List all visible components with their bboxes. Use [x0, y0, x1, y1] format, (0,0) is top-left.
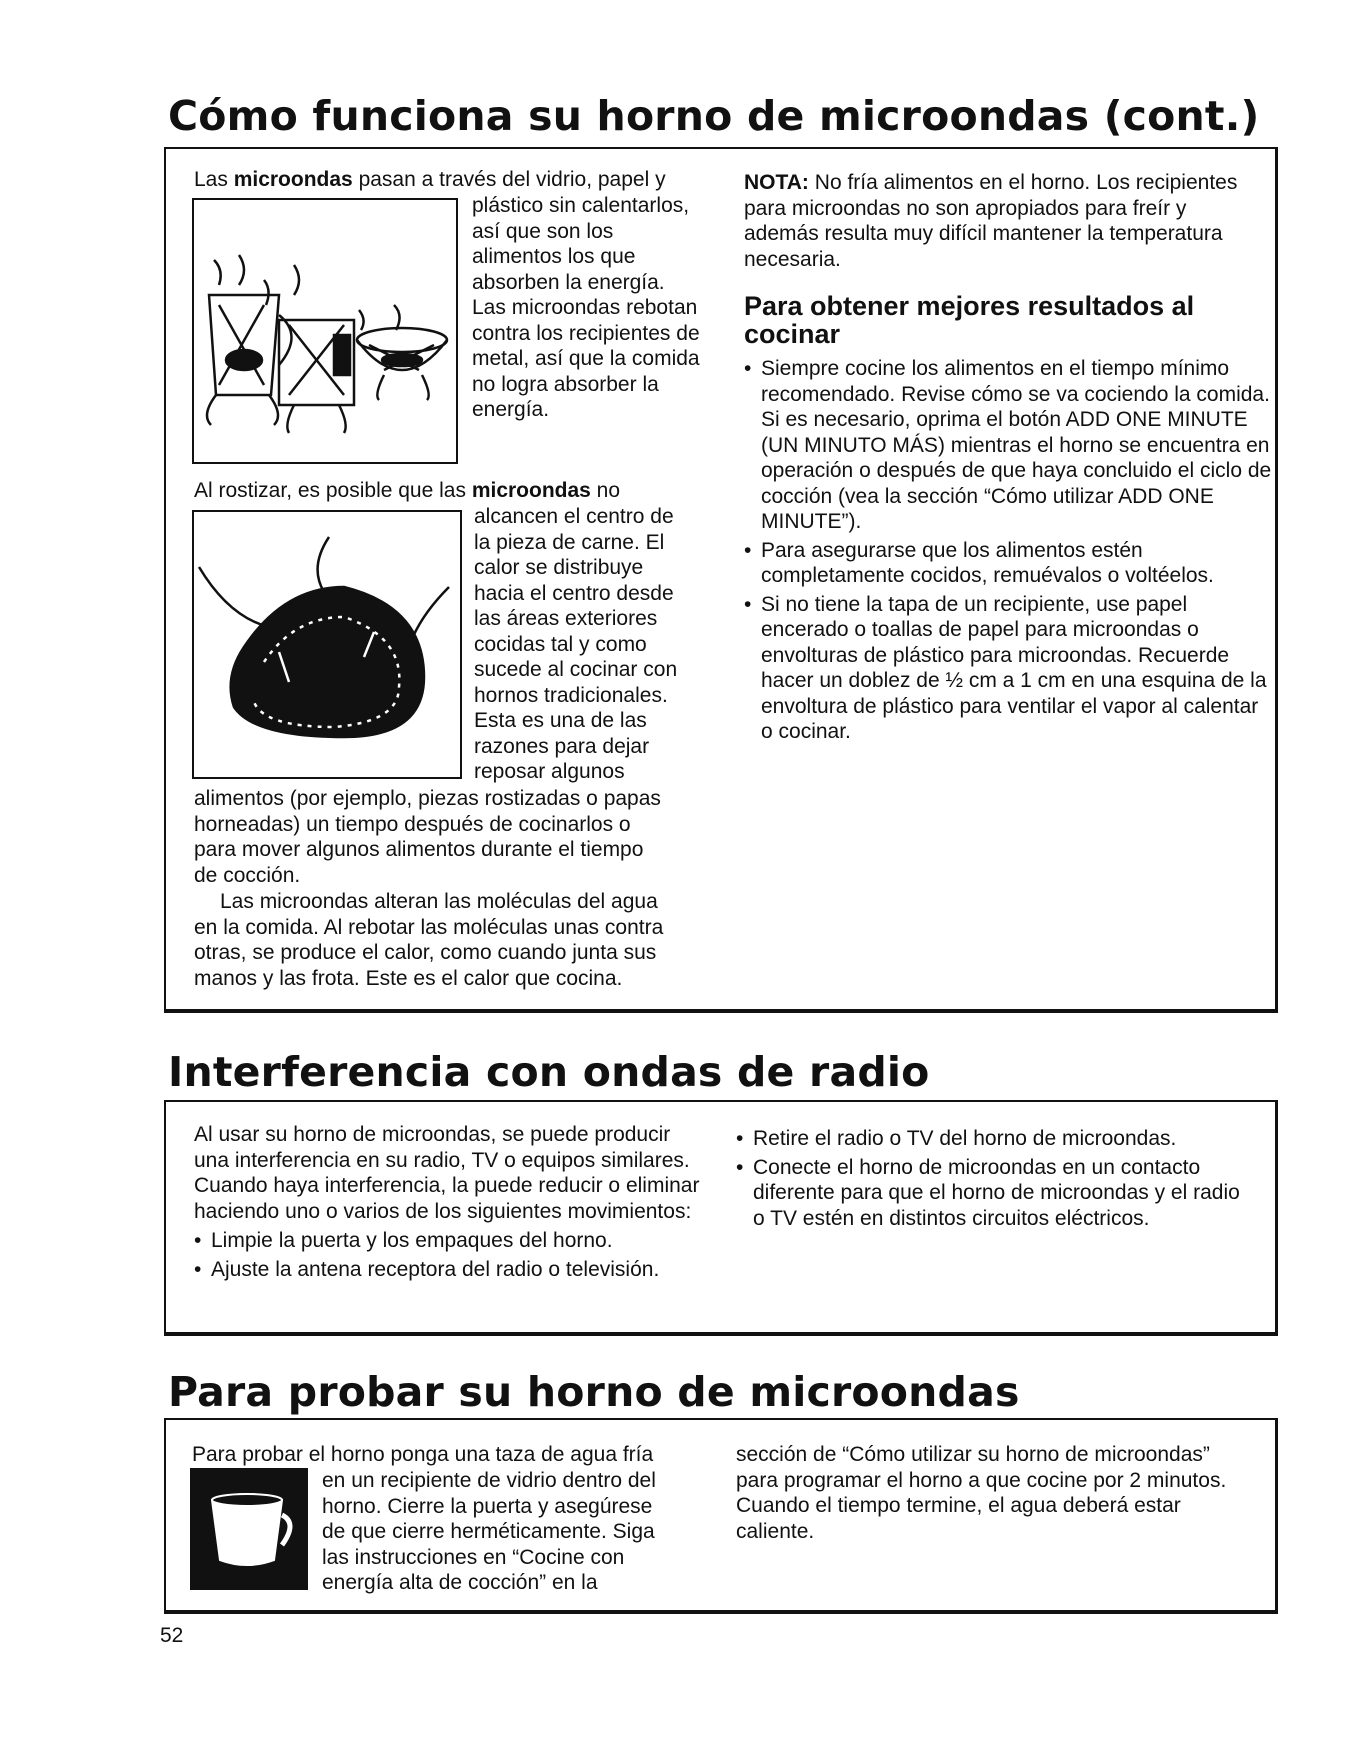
test-oven-lead: Para probar el horno ponga una taza de agua fría [192, 1443, 654, 1466]
section-title-how-it-works: Cómo funciona su horno de microondas (cont.) [168, 92, 1260, 140]
microwave-containers-icon [194, 200, 456, 462]
roast-illustration [192, 510, 462, 779]
list-item: • Conecte el horno de microondas en un contacto diferente para que el horno de microondas y el radio o TV estén en distintos circuitos eléctricos. [736, 1155, 1256, 1232]
page-number: 52 [160, 1624, 184, 1647]
subheading-best-results: Para obtener mejores resultados al cocinar [744, 291, 1195, 349]
list-item: • Siempre cocine los alimentos en el tiempo mínimo recomendado. Revise cómo se va cociendo la comida. Si es necesario, oprima el botón ADD ONE MINUTE (UN MINUTO MÁS) mientras el horno se encuentra en operación o después de que haya concluido el ciclo de cocción (vea la sección “Cómo utilizar ADD ONE MINUTE”). [744, 356, 1274, 535]
section-title-test-oven: Para probar su horno de microondas [168, 1368, 1020, 1416]
test-oven-wrap: en un recipiente de vidrio dentro del horno. Cierre la puerta y asegúrese de que cierre herméticamente. Siga las instrucciones en “Cocine con energía alta de cocción” en la [322, 1469, 656, 1594]
radio-interference-left [194, 1122, 706, 1282]
test-oven-right: sección de “Cómo utilizar su horno de microondas” para programar el horno a que cocine por 2 minutos. Cuando el tiempo termine, el agua deberá estar caliente. [736, 1443, 1227, 1543]
list-item: • Para asegurarse que los alimentos estén completamente cocidos, remuévalos o voltéelos. [744, 538, 1274, 589]
list-item: • Limpie la puerta y los empaques del horno. [194, 1228, 706, 1254]
note-paragraph: NOTA: No fría alimentos en el horno. Los recipientes para microondas no son apropiados para freír y además resulta muy difícil mantener la temperatura necesaria. [744, 171, 1238, 271]
list-item: • Retire el radio o TV del horno de microondas. [736, 1126, 1256, 1152]
list-item: • Si no tiene la tapa de un recipiente, use papel encerado o toallas de papel para microondas o envolturas de plástico para microondas. Recuerde hacer un doblez de ½ cm a 1 cm en una esquina de la envoltura de plástico para ventilar el vapor al calentar o cocinar. [744, 592, 1274, 745]
paragraph-roasting-rest: alimentos (por ejemplo, piezas rostizadas o papas horneadas) un tiempo después de cocinarlos o para mover algunos alimentos durante el tiempo de cocción. [194, 787, 661, 887]
cup-illustration [190, 1468, 308, 1590]
section-title-radio-interference: Interferencia con ondas de radio [168, 1048, 930, 1096]
roast-meat-icon [194, 512, 460, 777]
list-item: • Ajuste la antena receptora del radio o televisión. [194, 1257, 706, 1283]
cup-icon [192, 1470, 306, 1588]
paragraph-microwaves-pass: Las microondas pasan a través del vidrio, papel y [194, 168, 666, 191]
paragraph-roasting: Al rostizar, es posible que las microondas no [194, 479, 621, 502]
paragraph-molecules: Las microondas alteran las moléculas del agua en la comida. Al rebotar las moléculas unas contra otras, se produce el calor, como cuando junta sus manos y las frota. Este es el calor que cocina. [194, 890, 664, 990]
paragraph-microwaves-wrap: plástico sin calentarlos, así que son los alimentos los que absorben la energía. Las microondas rebotan contra los recipientes de metal, así que la comida no logra absorber la energía. [472, 194, 700, 421]
best-results-list [744, 356, 1274, 745]
paragraph-roasting-wrap: alcancen el centro de la pieza de carne. El calor se distribuye hacia el centro desde las áreas exteriores cocidas tal y como sucede al cocinar con hornos tradicionales. Esta es una de las razones para dejar reposar algunos [474, 505, 678, 783]
radio-interference-right [736, 1126, 1256, 1231]
containers-illustration [192, 198, 458, 464]
radio-interference-intro: Al usar su horno de microondas, se puede producir una interferencia en su radio, TV o equipos similares. Cuando haya interferencia, la puede reducir o eliminar haciendo uno o varios de los siguientes movimientos: [194, 1123, 700, 1223]
